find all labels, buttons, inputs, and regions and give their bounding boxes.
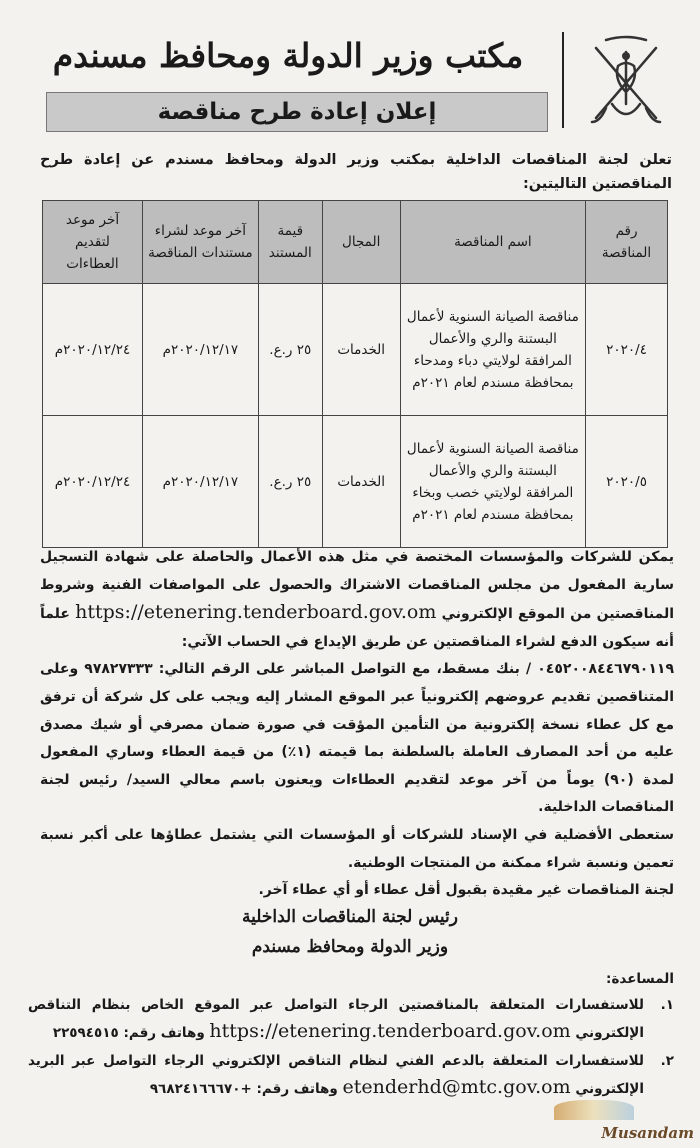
paragraph-registration [40,544,674,656]
header-value: قيمة المستند [258,201,322,284]
paragraph-preference: ستعطى الأفضلية في الإسناد للشركات أو المؤسسات التي يشتمل عطاؤها على أكبر نسبة تعمين ونسبة شراء ممكنة من المنتجات الوطنية. [40,826,674,871]
tender-submission-deadline: ٢٠٢٠/١٢/٢٤م [43,416,143,548]
tender-field: الخدمات [322,416,400,548]
list-item-text: للاستفسارات المتعلقة بالمناقصتين الرجاء التواصل عبر الموقع الخاص بنظام التناقص الإلكتروني [28,997,644,1041]
table-header-row [43,201,668,284]
paragraph-registration-end: علماً أنه سيكون الدفع لشراء المناقصتين عن طريق الإيداع في الحساب الآتي: [40,606,674,650]
paragraph-registration-start: يمكن للشركات والمؤسسات المختصة في مثل هذه الأعمال والحاصلة على شهادة التسجيل سارية المفعول من مجلس المناقصات الاشتراك والحصول على المواصفات الفنية وشروط المناقصتين من الموقع الإلكتروني [40,549,675,623]
assistance-heading: المساعدة: [606,971,674,987]
musandam-watermark [554,1112,694,1142]
header-divider [562,32,564,128]
tender-name: مناقصة الصيانة السنوية لأعمال البستنة والري والأعمال المرافقة لولايتي دباء ومدحاء بمحافظة مسندم لعام ٢٠٢١م [400,284,585,416]
paragraph-payment: ٠٤٥٢٠٠٨٤٤٦٧٩٠١١٩ / بنك مسقط، مع التواصل المباشر على الرقم التالي: ٩٧٨٢٧٣٣٣ وعلى المتناقصين تقديم عروضهم إلكترونياً عبر الموقع المشار إليه ويجب على كل شركة أن ترفق مع كل عطاء نسخة إلكترونية من التأمين المؤقت في صورة ضمان مصرفي أو شيك مصدق عليه من أحد المصارف العاملة بالسلطنة بما قيمته (١٪) من قيمة العطاء وساري المفعول لمدة (٩٠) يوماً من آخر موعد لتقديم العطاءات ويعنون باسم معالي السيد/ رئيس لجنة المناقصات الداخلية. [40,661,675,816]
tender-portal-link[interactable]: https://etenering.tenderboard.gov.om [75,601,437,624]
tender-field: الخدمات [322,284,400,416]
watermark-graphic [554,1100,634,1120]
office-title: مكتب وزير الدولة ومحافظ مسندم [52,36,524,75]
list-item [28,992,674,1046]
table-row [43,284,668,416]
body-text [40,544,674,905]
phone-label: وهاتف رقم: [256,1081,338,1097]
signature-line-2: وزير الدولة ومحافظ مسندم [251,937,449,957]
signature-block [220,902,480,962]
header-number: رقم المناقصة [586,201,668,284]
phone-label: وهاتف رقم: [123,1025,205,1041]
phone-number: +٩٦٨٢٤١٦٦٦٧٠ [149,1081,252,1097]
assistance-list [28,992,674,1102]
announcement-title: إعلان إعادة طرح مناقصة [46,92,548,132]
tenders-table [42,200,668,548]
table-row [43,416,668,548]
list-item-number: ٢. [660,1053,674,1069]
signature-line-1: رئيس لجنة المناقصات الداخلية [242,907,458,927]
tender-number: ٢٠٢٠/٥ [586,416,668,548]
tender-purchase-deadline: ٢٠٢٠/١٢/١٧م [142,284,258,416]
support-email-link[interactable]: etenderhd@mtc.gov.om [342,1076,571,1098]
intro-text: تعلن لجنة المناقصات الداخلية بمكتب وزير الدولة ومحافظ مسندم عن إعادة طرح المناقصتين التاليتين: [40,152,672,192]
list-item [28,1048,674,1102]
tender-number: ٢٠٢٠/٤ [586,284,668,416]
phone-number: ٢٢٥٩٤٥١٥ [52,1025,119,1041]
paragraph-committee: لجنة المناقصات غير مقيدة بقبول أقل عطاء أو أي عطاء آخر. [258,882,674,899]
watermark-text: Musandam [601,1124,694,1142]
oman-national-emblem-icon [576,26,676,130]
header-purchase-deadline: آخر موعد لشراء مستندات المناقصة [142,201,258,284]
header [28,26,676,134]
header-name: اسم المناقصة [400,201,585,284]
tender-value: ٢٥ ر.ع. [258,416,322,548]
list-item-number: ١. [660,997,674,1013]
tender-name: مناقصة الصيانة السنوية لأعمال البستنة والري والأعمال المرافقة لولايتي خصب وبخاء بمحافظة مسندم لعام ٢٠٢١م [400,416,585,548]
tender-purchase-deadline: ٢٠٢٠/١٢/١٧م [142,416,258,548]
tender-portal-link[interactable]: https://etenering.tenderboard.gov.om [209,1020,571,1042]
header-submission-deadline: آخر موعد لتقديم العطاءات [43,201,143,284]
tender-submission-deadline: ٢٠٢٠/١٢/٢٤م [43,284,143,416]
tender-value: ٢٥ ر.ع. [258,284,322,416]
header-field: المجال [322,201,400,284]
list-item-text: للاستفسارات المتعلقة بالدعم الفني لنظام التناقص الإلكتروني الرجاء التواصل عبر البريد الإلكتروني [28,1053,644,1097]
assistance-section [28,966,674,1104]
